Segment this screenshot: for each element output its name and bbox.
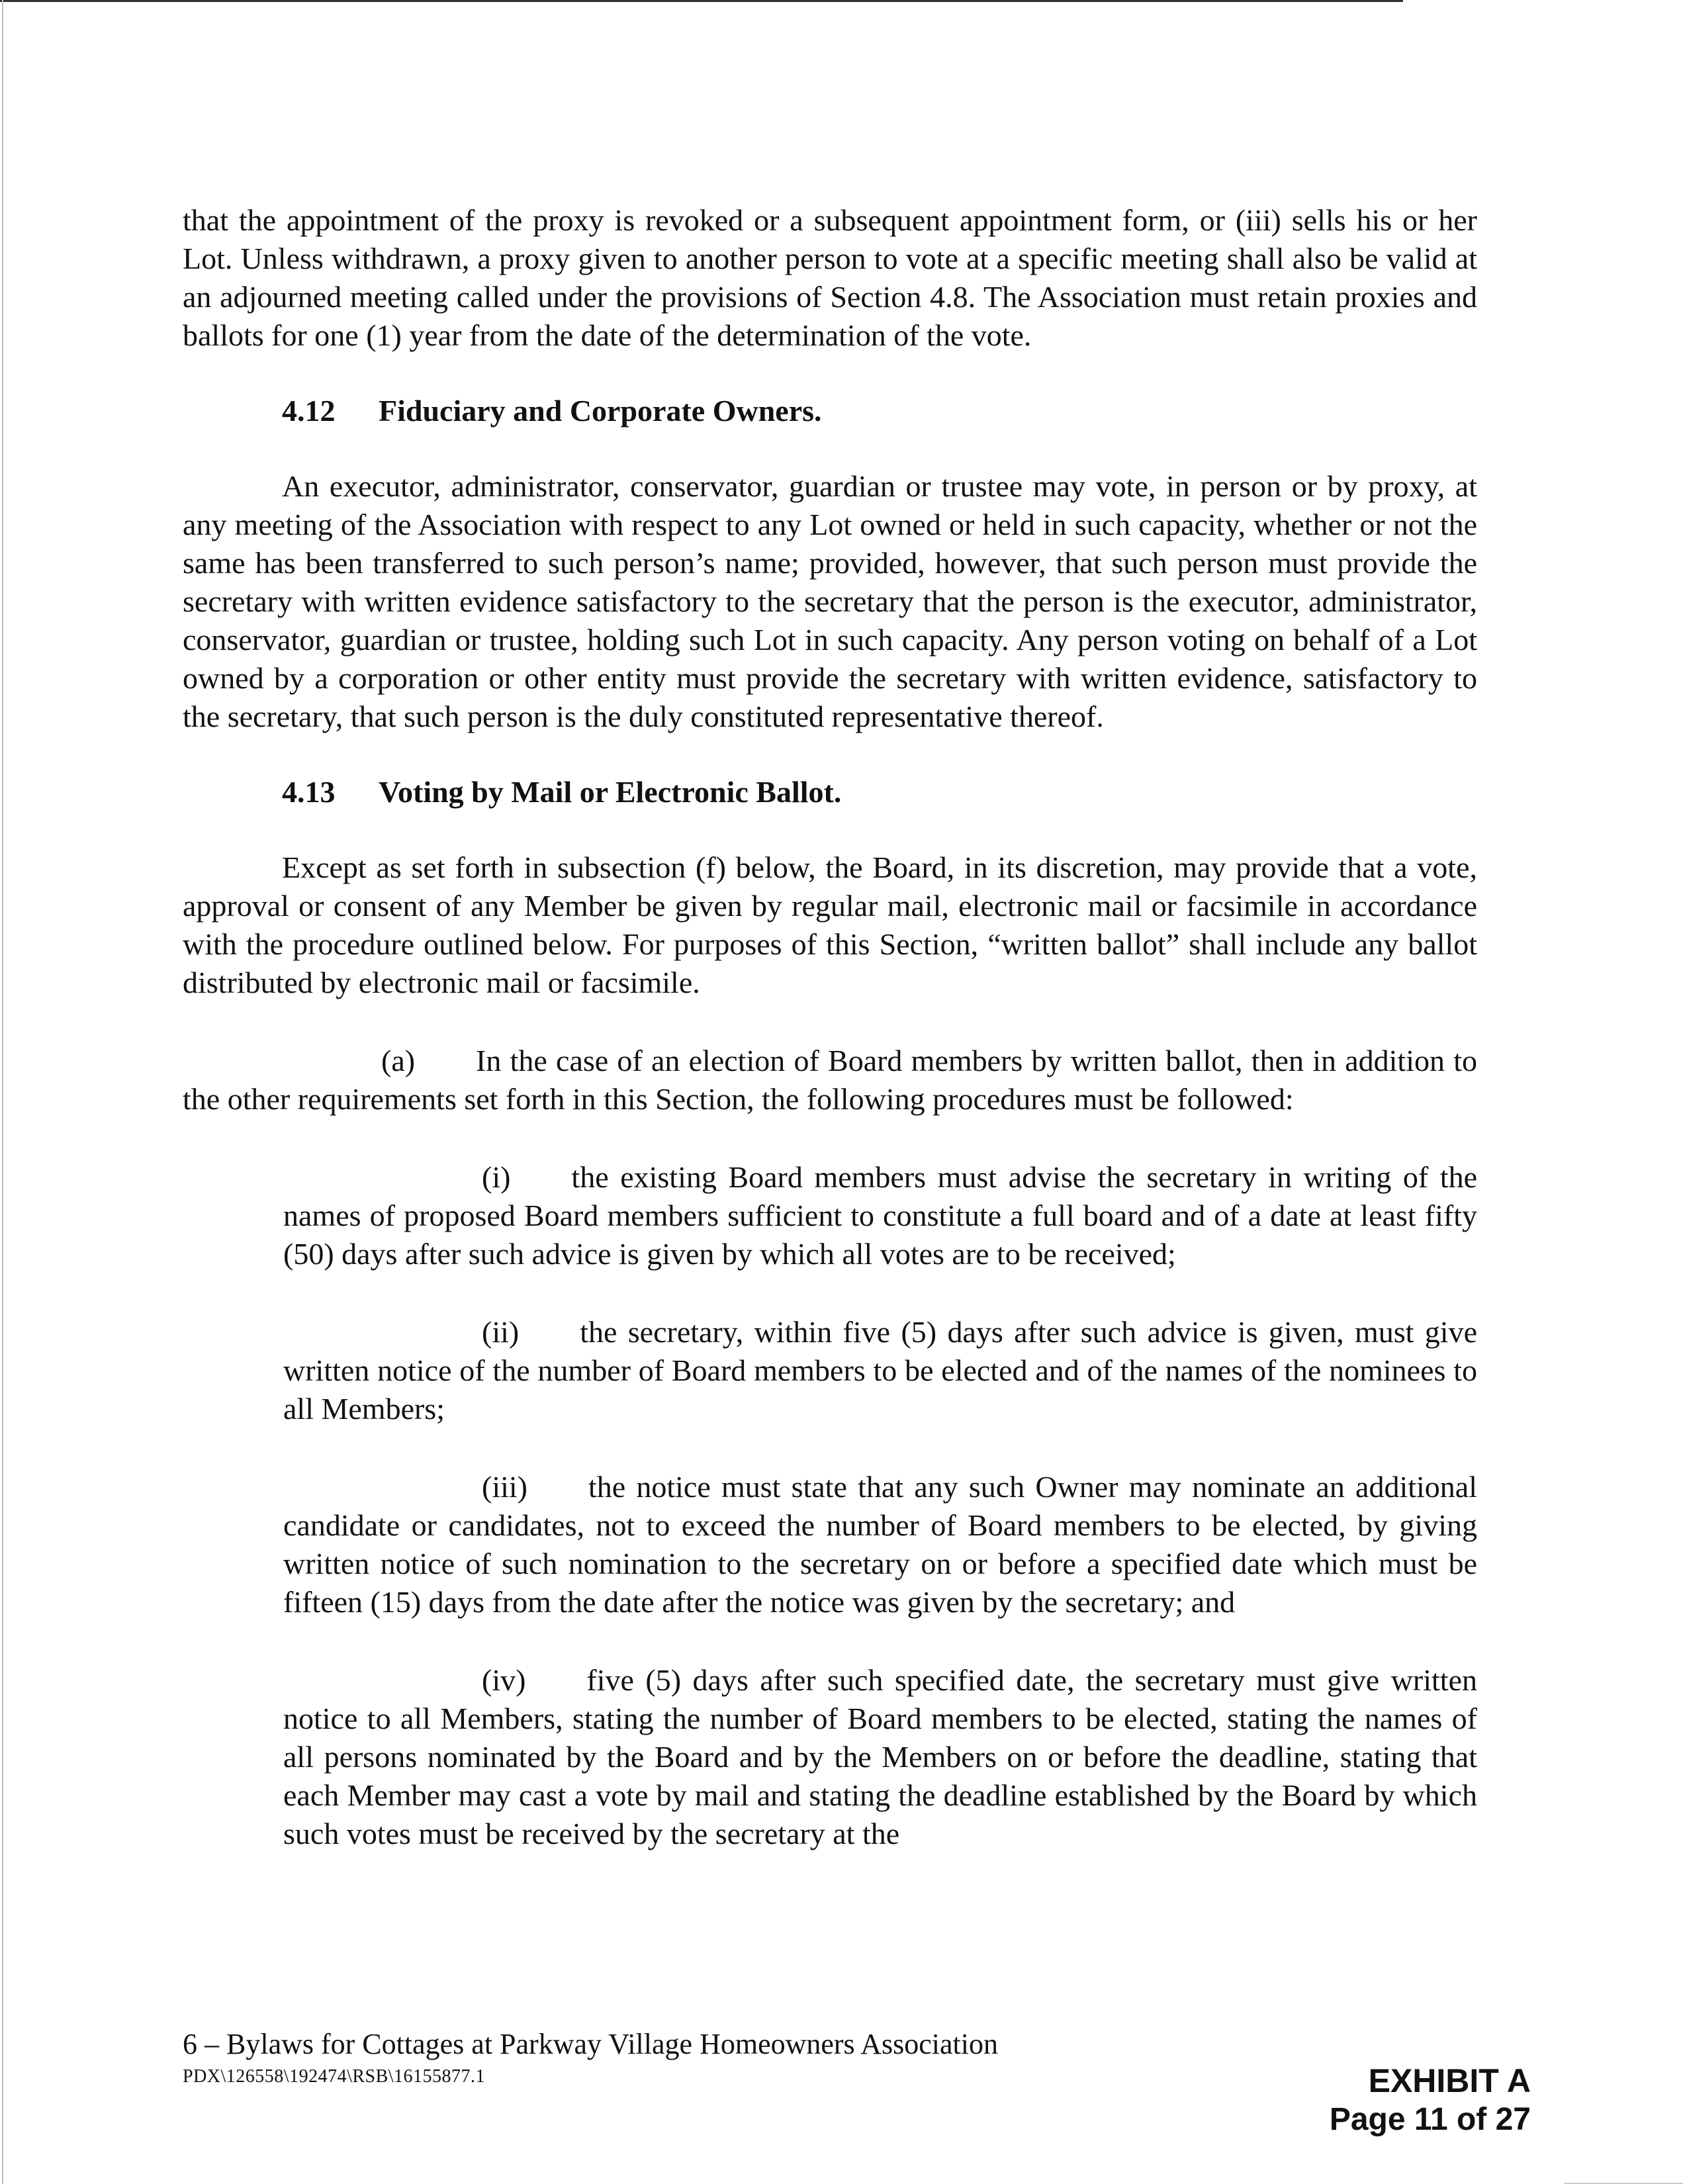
footer-title: 6 – Bylaws for Cottages at Parkway Village Homeowners Association: [183, 2028, 998, 2060]
subsection-i: (i) the existing Board members must advise the secretary in writing of the names of proposed Board members sufficient to constitute a full board and of a date at least fifty (50) days after such advice is given by which all votes are to be received;: [283, 1160, 1477, 1271]
subsection-iii: (iii) the notice must state that any such Owner may nominate an additional candidate or candidates, not to exceed the number of Board members to be elected, by giving written notice of such nomination to the secretary on or before a specified date which must be fifteen (15) days from the date after the notice was given by the secretary; and: [283, 1470, 1477, 1619]
exhibit-stamp: [1330, 2061, 1531, 2139]
section-number: 4.12: [282, 394, 336, 428]
document-body: [183, 201, 1477, 1853]
subsection-iv: (iv) five (5) days after such specified date, the secretary must give written notice to all Members, stating the number of Board members to be elected, stating the names of all persons nominated by the Board and by the Members on or before the deadline, stating that each Member may cast a vote by mail and stating the deadline established by the Board by which such votes must be received by the secretary at the: [283, 1663, 1477, 1850]
exhibit-label: EXHIBIT A: [1368, 2062, 1531, 2099]
footer-document-code: PDX\126558\192474\RSB\16155877.1: [183, 2066, 486, 2087]
paragraph-fiduciary-owners: An executor, administrator, conservator, guardian or trustee may vote, in person or by proxy, at any meeting of the Association with respect to any Lot owned or held in such capacity, whether or not the same has been transferred to such person’s name; provided, however, that such person must provide the secretary with written evidence satisfactory to the secretary that the person is the executor, administrator, conservator, guardian or trustee, holding such Lot in such capacity. Any person voting on behalf of a Lot owned by a corporation or other entity must provide the secretary with written evidence, satisfactory to the secretary, that such person is the duly constituted representative thereof.: [183, 469, 1477, 733]
section-title: Voting by Mail or Electronic Ballot.: [379, 775, 842, 809]
section-title: Fiduciary and Corporate Owners.: [379, 394, 822, 428]
section-number: 4.13: [282, 775, 336, 809]
section-4-13-heading: [282, 773, 1477, 811]
paragraph-mail-ballot-intro: Except as set forth in subsection (f) below, the Board, in its discretion, may provide that a vote, approval or consent of any Member be given by regular mail, electronic mail or facsimile in accordance with the procedure outlined below. For purposes of this Section, “written ballot” shall include any ballot distributed by electronic mail or facsimile.: [183, 850, 1477, 999]
subsection-a: (a) In the case of an election of Board members by written ballot, then in addition to the other requirements set forth in this Section, the following procedures must be followed:: [183, 1044, 1477, 1116]
page-left-edge: [2, 0, 3, 2184]
section-4-12-heading: [282, 392, 1477, 430]
subsection-ii: (ii) the secretary, within five (5) days after such advice is given, must give written notice of the number of Board members to be elected and of the names of the nominees to all Members;: [283, 1315, 1477, 1426]
paragraph-proxy-continuation: that the appointment of the proxy is revoked or a subsequent appointment form, or (iii) sells his or her Lot. Unless withdrawn, a proxy given to another person to vote at a specific meeting shall also be valid at an adjourned meeting called under the provisions of Section 4.8. The Association must retain proxies and ballots for one (1) year from the date of the determination of the vote.: [183, 203, 1477, 352]
page-count: Page 11 of 27: [1329, 2102, 1531, 2137]
page-top-border: [0, 0, 1403, 2]
